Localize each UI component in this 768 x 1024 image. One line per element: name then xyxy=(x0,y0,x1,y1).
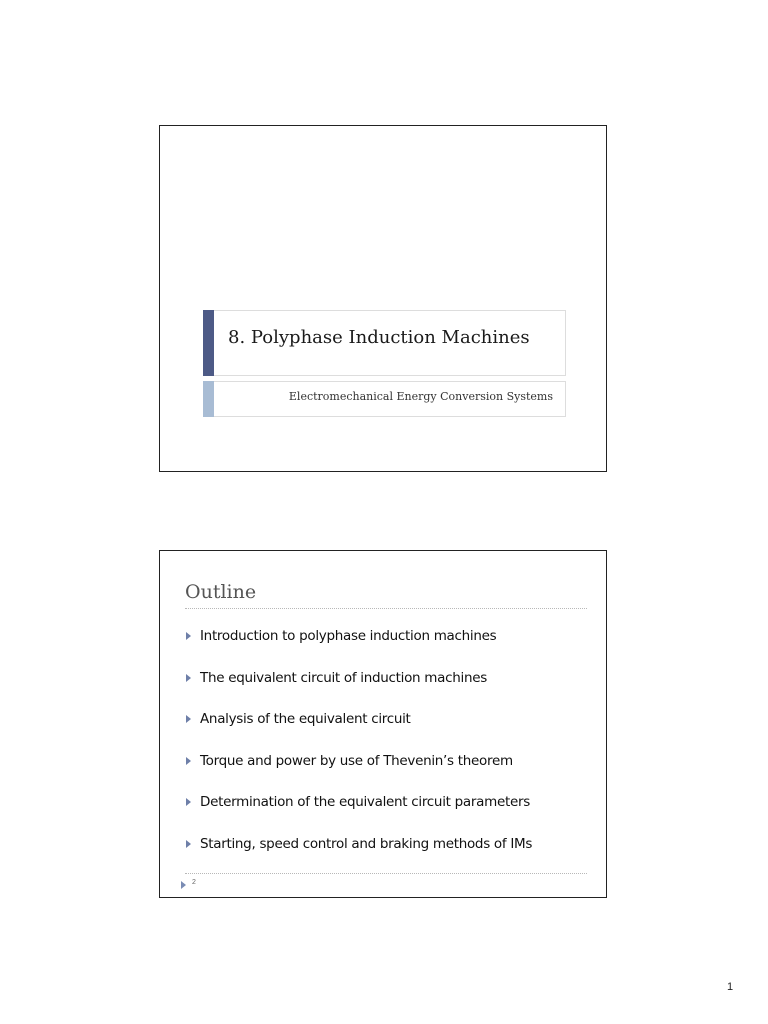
outline-item-text: Introduction to polyphase induction machines xyxy=(200,628,497,644)
subtitle-accent-bar xyxy=(203,381,214,417)
outline-item xyxy=(186,627,532,669)
triangle-right-icon xyxy=(186,840,191,848)
outline-list xyxy=(186,627,532,876)
outline-item-text: Analysis of the equivalent circuit xyxy=(200,711,411,727)
title-divider xyxy=(185,608,587,609)
page-number: 1 xyxy=(727,981,734,993)
footer-divider xyxy=(185,873,587,874)
title-accent-bar xyxy=(203,310,214,376)
footer-triangle-icon xyxy=(181,881,186,889)
outline-item-text: Starting, speed control and braking methods of IMs xyxy=(200,835,533,852)
title-box xyxy=(203,310,566,376)
outline-item xyxy=(186,793,532,835)
outline-title: Outline xyxy=(185,581,257,603)
outline-item xyxy=(186,710,532,752)
outline-item xyxy=(186,835,532,877)
slide-title xyxy=(159,125,607,472)
slide-subtitle-text: Electromechanical Energy Conversion Systems xyxy=(288,390,553,403)
triangle-right-icon xyxy=(186,757,191,765)
outline-item xyxy=(186,669,532,711)
outline-item-text: Torque and power by use of Thevenin’s theorem xyxy=(200,752,513,769)
triangle-right-icon xyxy=(186,798,191,806)
triangle-right-icon xyxy=(186,674,191,682)
slide-number: 2 xyxy=(192,879,196,886)
outline-item-text: Determination of the equivalent circuit parameters xyxy=(200,794,530,810)
outline-item xyxy=(186,752,532,794)
triangle-right-icon xyxy=(186,632,191,640)
subtitle-box xyxy=(203,381,566,417)
triangle-right-icon xyxy=(186,715,191,723)
slide-title-text: 8. Polyphase Induction Machines xyxy=(228,327,530,348)
slide-outline xyxy=(159,550,607,898)
outline-item-text: The equivalent circuit of induction machines xyxy=(200,669,487,686)
